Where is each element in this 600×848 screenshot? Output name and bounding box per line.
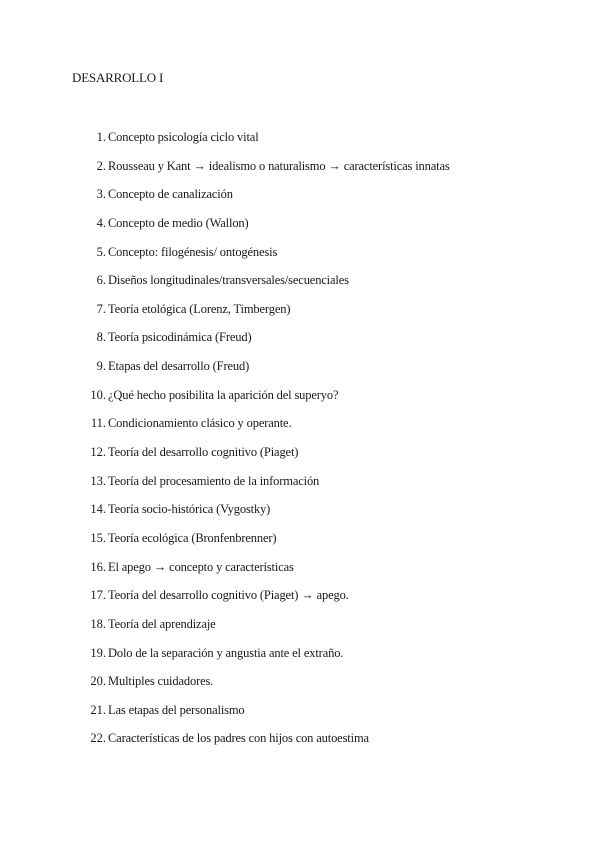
list-item-text: Dolo de la separación y angustia ante el extraño.: [108, 645, 344, 660]
list-item: [0, 645, 600, 674]
list-item: [0, 215, 600, 244]
list-item: [0, 702, 600, 731]
list-item-number: 15.: [90, 530, 106, 545]
list-item-number: 8.: [96, 330, 106, 345]
list-item: [0, 444, 600, 473]
list-item-text: ¿Qué hecho posibilita la aparición del superyo?: [108, 387, 339, 402]
list-item-text: Concepto de canalización: [108, 187, 233, 202]
list-item-text: Teoría socio-histórica (Vygostky): [108, 502, 271, 517]
list-item-text: Rousseau y Kant → idealismo o naturalismo → características innatas: [108, 158, 450, 173]
list-item-number: 11.: [90, 416, 106, 431]
list-item-text: Características de los padres con hijos con autoestima: [108, 731, 369, 746]
topic-list: [0, 129, 600, 759]
list-item-number: 1.: [96, 130, 106, 144]
list-item: [0, 415, 600, 444]
list-item-text: Teoría psicodinámica (Freud): [108, 330, 252, 345]
list-item: [0, 329, 600, 358]
list-item-number: 14.: [90, 502, 106, 517]
list-item-number: 9.: [96, 359, 106, 374]
list-item: [0, 244, 600, 273]
list-item-number: 21.: [90, 702, 106, 717]
list-item: [0, 358, 600, 387]
list-item-number: 3.: [96, 187, 106, 202]
list-item-text: Concepto: filogénesis/ ontogénesis: [108, 244, 278, 259]
list-item-number: 6.: [96, 273, 106, 288]
list-item-text: Teoría del aprendizaje: [108, 616, 216, 631]
list-item: [0, 272, 600, 301]
document-title: DESARROLLO I: [72, 70, 164, 85]
list-item-text: Etapas del desarrollo (Freud): [108, 359, 250, 374]
list-item-number: 7.: [96, 301, 106, 316]
list-item: [0, 301, 600, 330]
list-item-text: Teoría del desarrollo cognitivo (Piaget) → apego.: [108, 588, 349, 603]
list-item: [0, 186, 600, 215]
list-item-text: Condicionamiento clásico y operante.: [108, 416, 292, 431]
list-item-number: 17.: [90, 588, 106, 603]
list-item-number: 4.: [96, 215, 106, 230]
list-item: [0, 530, 600, 559]
list-item: [0, 673, 600, 702]
list-item-number: 16.: [90, 559, 106, 574]
list-item-number: 12.: [90, 445, 106, 460]
list-item-number: 2.: [96, 158, 106, 173]
list-item-text: Las etapas del personalismo: [108, 702, 245, 717]
list-item-text: Concepto de medio (Wallon): [108, 215, 249, 230]
list-item: [0, 559, 600, 588]
list-item-text: Multiples cuidadores.: [108, 674, 214, 689]
list-item: [0, 501, 600, 530]
list-item: [0, 129, 600, 158]
list-item-text: Teoría del desarrollo cognitivo (Piaget): [108, 445, 299, 460]
list-item-text: Teoría ecológica (Bronfenbrenner): [108, 530, 277, 545]
list-item-text: Concepto psicología ciclo vital: [108, 130, 259, 144]
list-item-text: Diseños longitudinales/transversales/secuenciales: [108, 273, 349, 288]
list-item-number: 10.: [90, 387, 106, 402]
list-item-number: 5.: [96, 244, 106, 259]
list-item-text: El apego → concepto y características: [108, 559, 294, 574]
list-item-text: Teoría etológica (Lorenz, Timbergen): [108, 301, 291, 316]
list-item-number: 20.: [90, 674, 106, 689]
list-item-number: 13.: [90, 473, 106, 488]
list-item: [0, 387, 600, 416]
list-item: [0, 616, 600, 645]
list-item-text: Teoría del procesamiento de la información: [108, 473, 320, 488]
list-item: [0, 587, 600, 616]
list-item: [0, 730, 600, 759]
list-item-number: 22.: [90, 731, 106, 746]
list-item: [0, 473, 600, 502]
list-item-number: 18.: [90, 616, 106, 631]
list-item-number: 19.: [90, 645, 106, 660]
list-item: [0, 158, 600, 187]
